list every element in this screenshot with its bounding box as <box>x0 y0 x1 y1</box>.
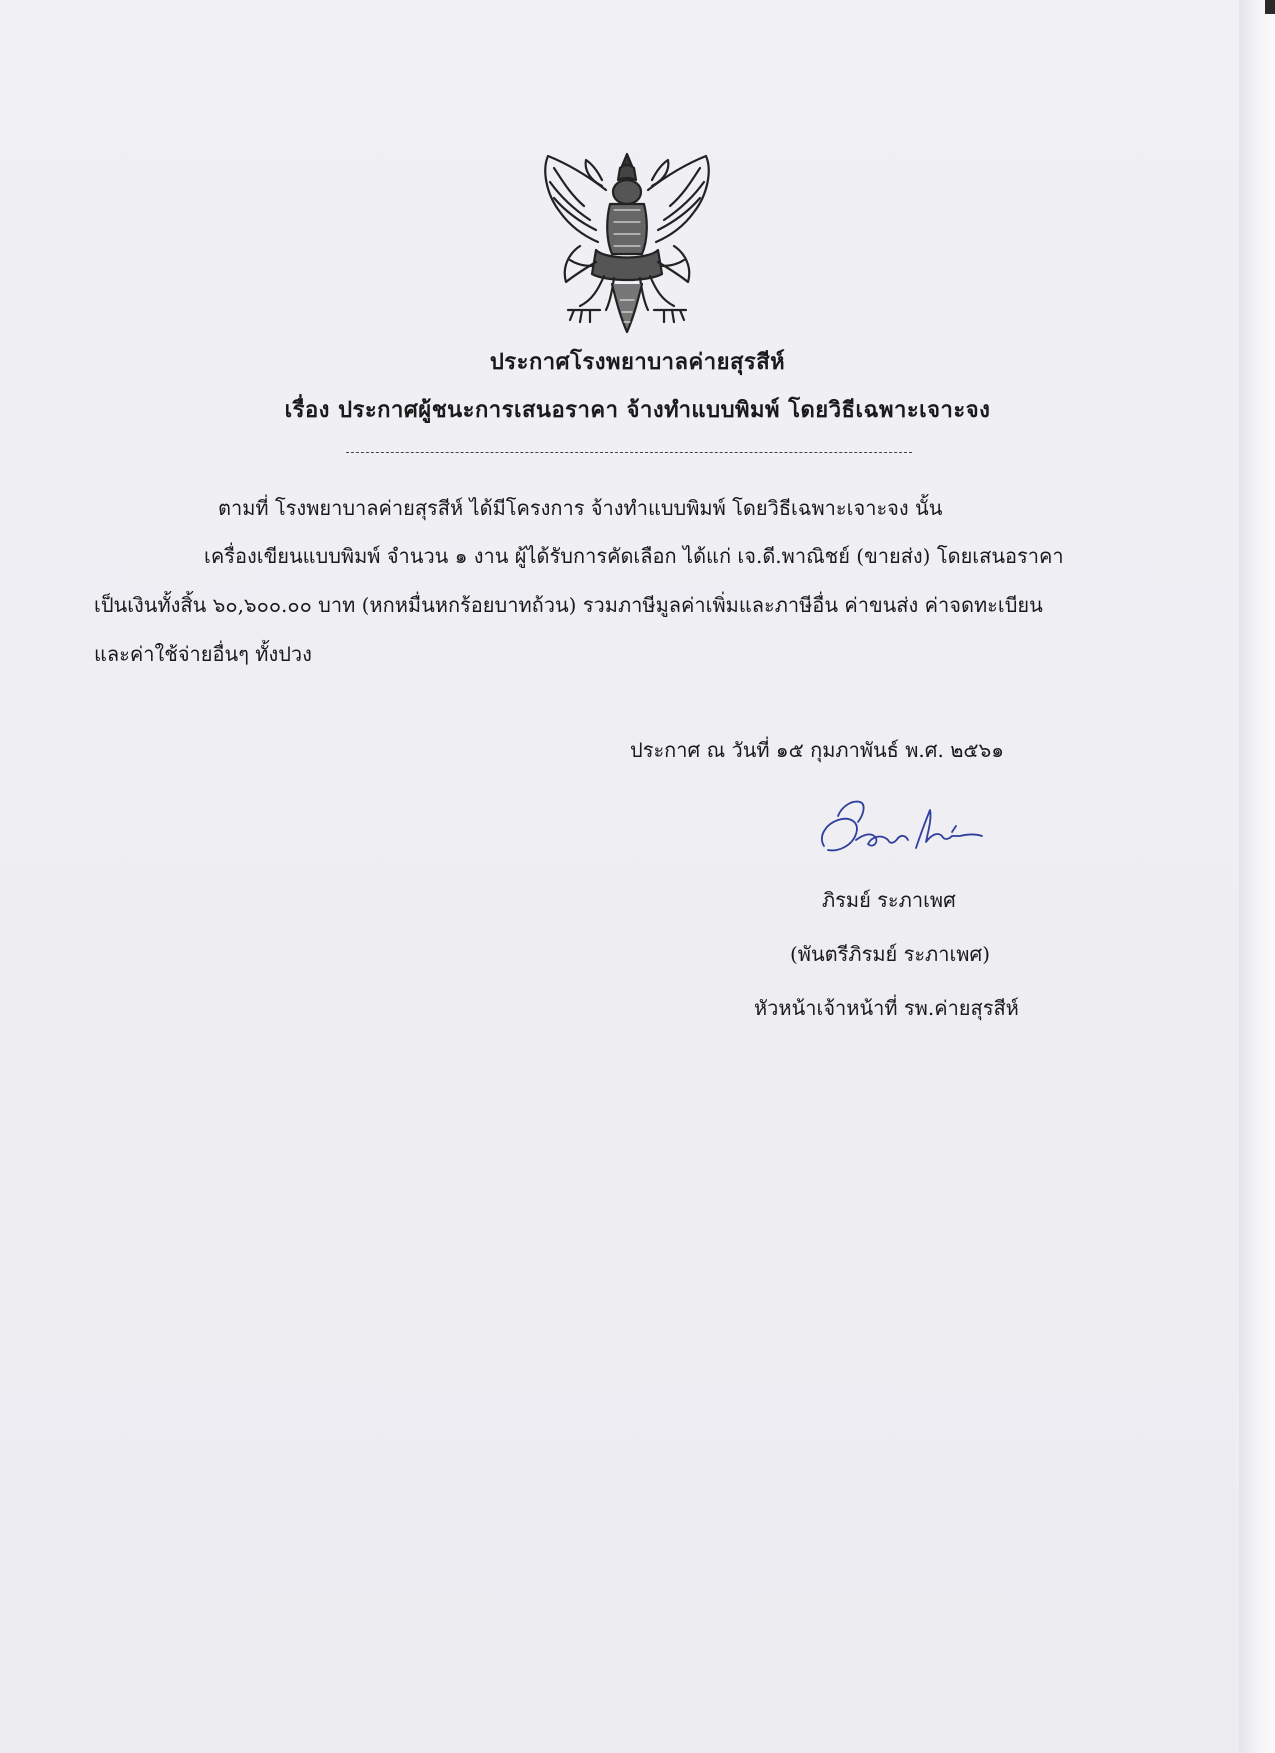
body-line-2: เครื่องเขียนแบบพิมพ์ จำนวน ๑ งาน ผู้ได้รับการคัดเลือก ได้แก่ เจ.ดี.พาณิชย์ (ขายส่ง) โดยเสนอราคา <box>204 544 1064 568</box>
body-line-4: และค่าใช้จ่ายอื่นๆ ทั้งปวง <box>94 642 312 666</box>
handwritten-signature <box>816 796 984 866</box>
signatory-name: ภิรมย์ ระภาเพศ <box>822 888 956 912</box>
garuda-emblem-icon <box>540 150 715 340</box>
separator-rule <box>346 452 912 453</box>
signatory-full-name: (พันตรีภิรมย์ ระภาเพศ) <box>790 942 990 966</box>
announcement-title: ประกาศโรงพยาบาลค่ายสุรสีห์ <box>489 349 786 375</box>
signatory-position: หัวหน้าเจ้าหน้าที่ รพ.ค่ายสุรสีห์ <box>754 996 1019 1020</box>
body-line-3: เป็นเงินทั้งสิ้น ๖๐,๖๐๐.๐๐ บาท (หกหมื่นหกร้อยบาทถ้วน) รวมภาษีมูลค่าเพิ่มและภาษีอื่น ค่าขนส่ง ค่าจดทะเบียน <box>94 593 1043 617</box>
body-line-1: ตามที่ โรงพยาบาลค่ายสุรสีห์ ได้มีโครงการ จ้างทำแบบพิมพ์ โดยวิธีเฉพาะเจาะจง นั้น <box>218 496 943 520</box>
announcement-subject: เรื่อง ประกาศผู้ชนะการเสนอราคา จ้างทำแบบพิมพ์ โดยวิธีเฉพาะเจาะจง <box>284 397 991 423</box>
scan-edge <box>1239 0 1275 1753</box>
announcement-date: ประกาศ ณ วันที่ ๑๕ กุมภาพันธ์ พ.ศ. ๒๕๖๑ <box>630 738 1004 762</box>
scan-corner-mark <box>1265 0 1275 14</box>
